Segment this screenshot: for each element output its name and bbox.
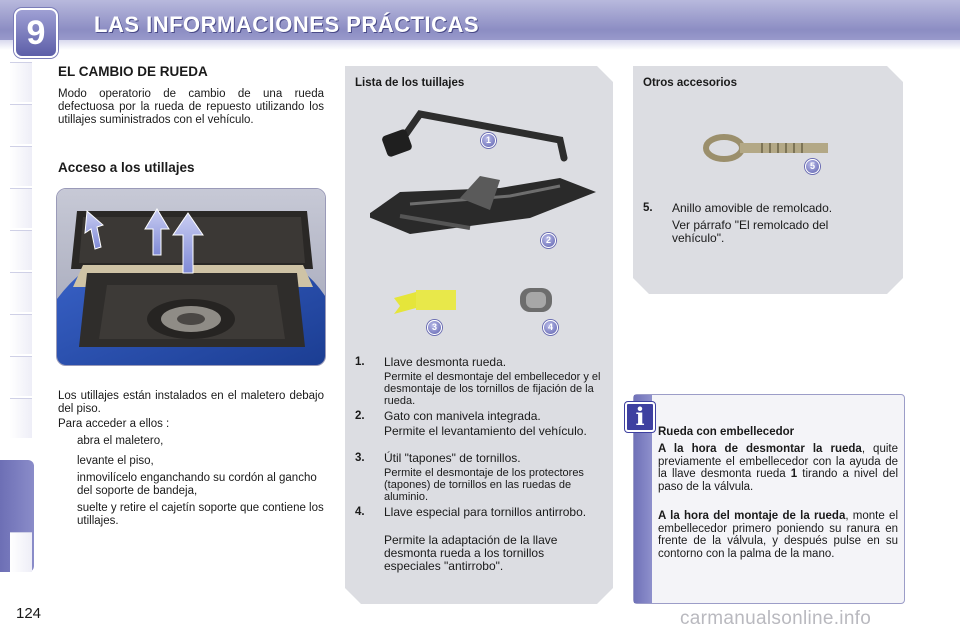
accessories-title: Otros accesorios [643, 77, 737, 89]
chapter-tab[interactable] [10, 314, 32, 354]
accessories-panel [633, 66, 903, 294]
header-band [0, 40, 960, 50]
tool-badge-4: 4 [543, 320, 558, 335]
section-title: EL CAMBIO DE RUEDA [58, 64, 208, 79]
chapter-tab[interactable] [10, 230, 32, 270]
accessory-number: 5. [643, 202, 653, 214]
access-intro: Para acceder a ellos : [58, 418, 170, 430]
tool-name: Llave desmonta rueda. [384, 355, 507, 369]
chapter-tab[interactable] [10, 104, 32, 144]
chapter-tab[interactable] [10, 532, 32, 572]
accessory-reference: Ver párrafo "El remolcado del vehículo". [672, 218, 829, 245]
tool-number: 4. [355, 506, 365, 518]
accessory-badge-5: 5 [805, 159, 820, 174]
tool-number: 2. [355, 410, 365, 422]
info-icon: i [625, 402, 655, 432]
intro-paragraph: Modo operatorio de cambio de una rueda defectuosa por la rueda de repuesto utilizando los utillajes suministrados con el vehículo. [58, 88, 324, 126]
location-paragraph: Los utillajes están instalados en el maletero debajo del piso. [58, 390, 324, 415]
chapter-tab[interactable] [10, 146, 32, 186]
info-title: Rueda con embellecedor [658, 426, 795, 438]
tool-number: 3. [355, 452, 365, 464]
tool-badge-3: 3 [427, 320, 442, 335]
access-step: suelte y retire el cajetín soporte que contiene los utillajes. [77, 502, 324, 527]
accessory-name: Anillo amovible de remolcado. [672, 201, 833, 215]
access-step: inmovilícelo enganchando su cordón al gancho del soporte de bandeja, [77, 472, 317, 497]
chapter-tab[interactable] [10, 356, 32, 396]
tool-description: Permite el desmontaje de los protectores (tapones) de tornillos en las ruedas de aluminio. [384, 467, 584, 503]
page-title: LAS INFORMACIONES PRÁCTICAS [94, 12, 480, 37]
tool-number: 1. [355, 356, 365, 368]
chapter-tab[interactable] [10, 398, 32, 438]
tool-name: Útil "tapones" de tornillos. [384, 451, 521, 465]
info-remove-paragraph: A la hora de desmontar la rueda, quite previamente el embellecedor con la ayuda de la llave desmonta rueda 1 tirando a nivel del paso de la válvula. [658, 443, 898, 493]
tool-description: Permite la adaptación de la llave desmonta rueda a los tornillos especiales "antirrobo". [384, 533, 558, 573]
trunk-illustration [56, 188, 326, 366]
access-title: Acceso a los utillajes [58, 160, 195, 175]
access-step: abra el maletero, [77, 435, 164, 447]
tool-name: Gato con manivela integrada. [384, 409, 541, 423]
page-number: 124 [16, 605, 42, 622]
chapter-tab[interactable] [10, 62, 32, 102]
info-mount-paragraph: A la hora del montaje de la rueda, monte el embellecedor primero poniendo su ranura en frente de la válvula, y después pulse en su contorno con la palma de la mano. [658, 510, 898, 560]
access-step: levante el piso, [77, 455, 154, 467]
tools-title: Lista de los tuillajes [355, 77, 465, 89]
tool-name: Llave especial para tornillos antirrobo. [384, 505, 587, 519]
chapter-tab[interactable] [10, 272, 32, 312]
tool-description: Permite el levantamiento del vehículo. [384, 424, 587, 438]
chapter-tab[interactable] [10, 188, 32, 228]
cap-tool-icon [394, 292, 416, 314]
chapter-tabs [0, 62, 32, 582]
tool-badge-2: 2 [541, 233, 556, 248]
chapter-number: 9 [14, 8, 58, 58]
tool-description: Permite el desmontaje del embellecedor y el desmontaje de los tornillos de fijación de la rueda. [384, 371, 601, 407]
watermark: carmanualsonline.info [680, 608, 872, 629]
tool-badge-1: 1 [481, 133, 496, 148]
